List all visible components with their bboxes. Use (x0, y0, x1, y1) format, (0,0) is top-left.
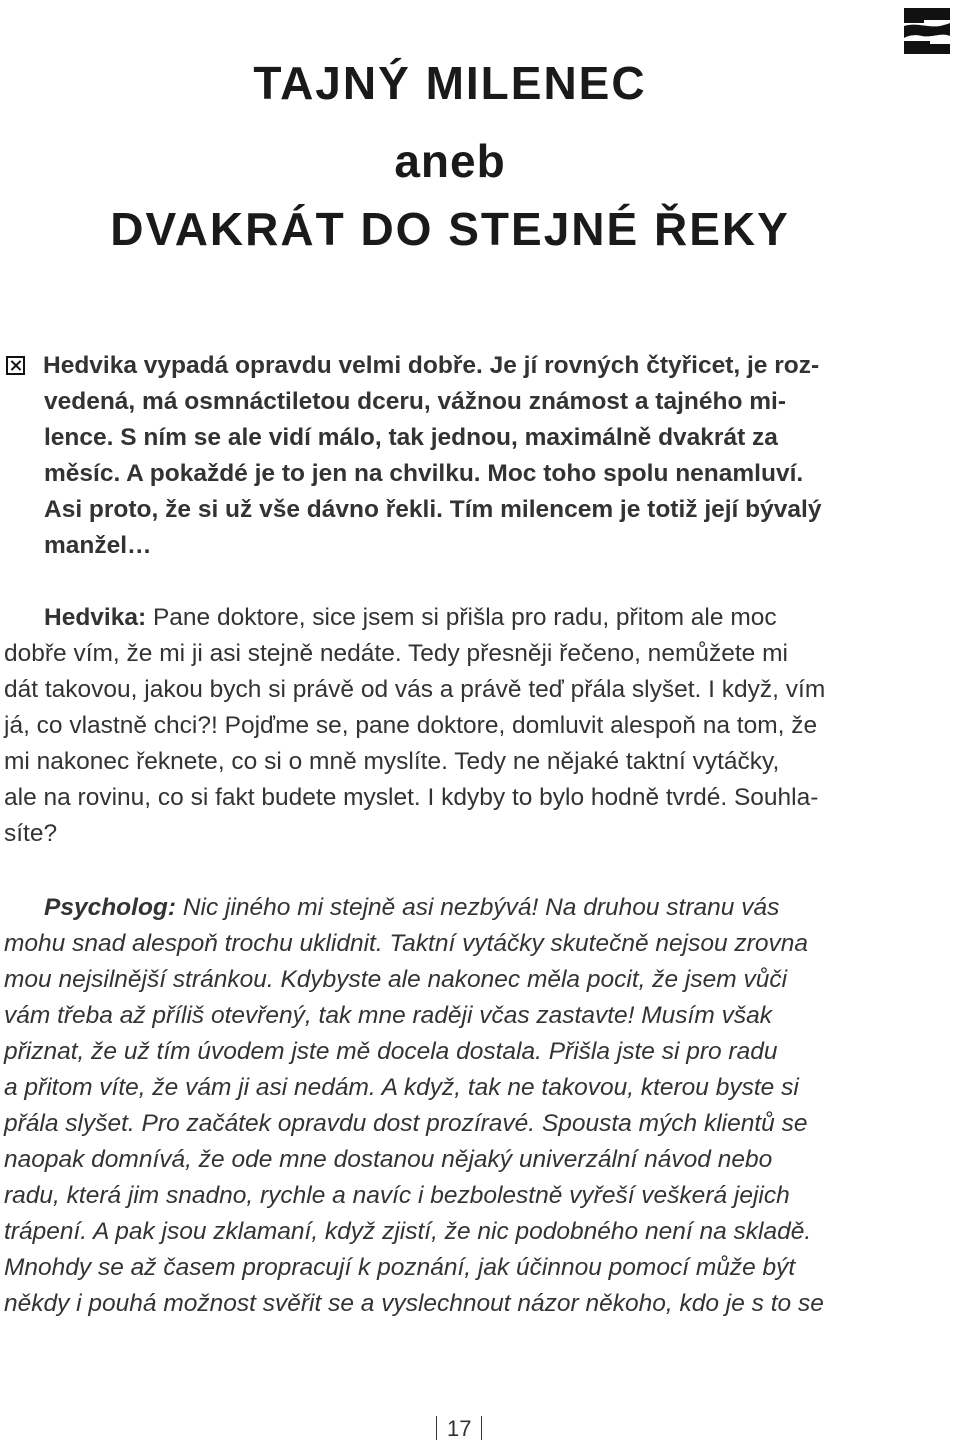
dialogue-line: ale na rovinu, co si fakt budete myslet. I kdyby to bylo hodně tvrdé. Souhla- (4, 784, 819, 811)
dialogue-line: přiznat, že už tím úvodem jste mě docela dostala. Přišla jste si pro radu (4, 1038, 778, 1065)
dialogue-line: mi nakonec řeknete, co si o mně myslíte. Tedy ne nějaké taktní vytáčky, (4, 748, 780, 775)
psycholog-paragraph (4, 890, 900, 1322)
page-number-divider (436, 1416, 437, 1440)
dialogue-line: síte? (4, 820, 58, 847)
chapter-title-connector: aneb (394, 135, 506, 187)
dialogue-line: Hedvika: Pane doktore, sice jsem si přišla pro radu, přitom ale moc (4, 600, 900, 636)
dialogue-line: radu, která jim snadno, rychle a navíc i bezbolestně vyřeší veškerá jejich (4, 1182, 790, 1209)
dialogue-line: naopak domnívá, že ode mne dostanou nějaký univerzální návod nebo (4, 1146, 773, 1173)
hedvika-paragraph (4, 600, 900, 852)
dialogue-line: někdy i pouhá možnost svěřit se a vyslechnout názor někoho, kdo je s to se (4, 1290, 824, 1317)
publisher-logo-icon (902, 6, 952, 56)
chapter-title-main: TAJNÝ MILENEC (253, 57, 647, 109)
dialogue-line: přála slyšet. Pro začátek opravdu dost prozíravé. Spousta mých klientů se (4, 1110, 808, 1137)
dialogue-line: a přitom víte, že vám ji asi nedám. A když, tak ne takovou, kterou byste si (4, 1074, 799, 1101)
chapter-title-subtitle: DVAKRÁT DO STEJNÉ ŘEKY (110, 203, 790, 255)
dialogue-line: Psycholog: Nic jiného mi stejně asi nezbývá! Na druhou stranu vás (4, 890, 900, 926)
page-number-value: 17 (447, 1416, 472, 1441)
dialogue-line: mou nejsilnější stránkou. Kdybyste ale nakonec měla pocit, že jsem vůči (4, 966, 788, 993)
intro-paragraph (6, 348, 898, 564)
dialogue-line: Mnohdy se až časem propracují k poznání, jak účinnou pomocí může být (4, 1254, 796, 1281)
dialogue-line: dobře vím, že mi ji asi stejně nedáte. Tedy přesněji řečeno, nemůžete mi (4, 640, 788, 667)
intro-line: měsíc. A pokaždé je to jen na chvilku. Moc toho spolu nenamluví. (44, 460, 804, 487)
dialogue-line: já, co vlastně chci?! Pojďme se, pane doktore, domluvit alespoň na tom, že (4, 712, 818, 739)
dialogue-line: trápení. A pak jsou zklamaní, když zjistí, že nic podobného není na skladě. (4, 1218, 812, 1245)
dialogue-line: vám třeba až příliš otevřený, tak mne raději včas zastavte! Musím však (4, 1002, 772, 1029)
page-number (426, 1416, 492, 1442)
speaker-label: Hedvika: (44, 604, 147, 631)
box-x-marker-icon (6, 356, 25, 375)
page-number-divider (481, 1416, 482, 1440)
dialogue-line: dát takovou, jakou bych si právě od vás a právě teď přála slyšet. I když, vím (4, 676, 826, 703)
dialogue-line: mohu snad alespoň trochu uklidnit. Taktní vytáčky skutečně nejsou zrovna (4, 930, 808, 957)
chapter-title (0, 57, 900, 255)
intro-line: vedená, má osmnáctiletou dceru, vážnou známost a tajného mi- (44, 388, 786, 415)
speaker-label: Psycholog: (44, 894, 177, 921)
intro-line: lence. S ním se ale vidí málo, tak jednou, maximálně dvakrát za (44, 424, 778, 451)
intro-line: manžel… (44, 532, 152, 559)
intro-line: Asi proto, že si už vše dávno řekli. Tím milencem je totiž její bývalý (44, 496, 822, 523)
intro-line: Hedvika vypadá opravdu velmi dobře. Je jí rovných čtyřicet, je roz- (6, 348, 898, 384)
